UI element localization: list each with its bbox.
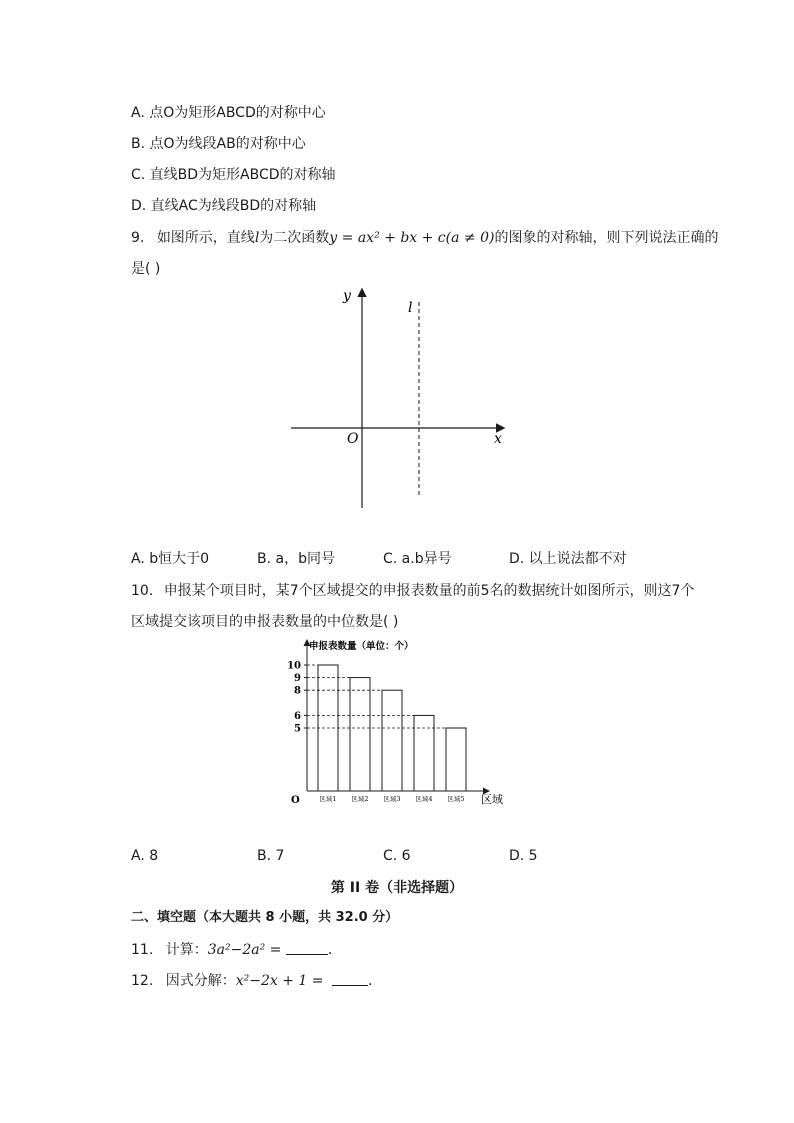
q9-options [131,549,691,569]
q9-formula: y = ax² + bx + c(a ≠ 0) [329,230,495,246]
q12-expr: x²−2x + 1 = [235,973,324,989]
q9-option-c: C. a.b异号 [383,551,452,567]
q10-number: 10. [131,583,154,599]
q10-option-a: A. 8 [131,848,159,864]
q12-line [131,971,372,991]
q9-number: 9. [131,230,145,246]
q9-text-c: 的图象的对称轴，则下列说法正确的 [494,230,719,246]
y-axis-label: y [343,288,351,304]
q9-text-line1 [131,228,718,248]
q11-label: 计算： [165,942,208,958]
bar-3 [382,690,402,791]
bar-5 [446,728,466,791]
q11-line [131,940,332,960]
q10-text-1: 申报某个项目时，某7个区域提交的申报表数量的前5名的数据统计如图所示，则这7个 [163,583,695,599]
q9-text-line2: 是( ) [131,261,161,277]
category-label-1: 区域1 [319,795,337,803]
q8-option-d: D. 直线AC为线段BD的对称轴 [131,198,317,214]
q9-option-d: D. 以上说法都不对 [509,551,627,567]
section2-heading: 二、填空题（本大题共 8 小题，共 32.0 分） [131,910,399,925]
q8-option-a: A. 点O为矩形ABCD的对称中心 [131,105,326,121]
q10-option-c: C. 6 [383,848,411,864]
q9-axis-figure [285,280,515,515]
x-axis-label: x [494,431,502,447]
q11-answer-blank[interactable] [286,940,328,955]
y-tick-label-1: 10 [287,660,301,672]
q10-text-line1 [131,581,694,601]
category-label-5: 区域5 [447,795,465,803]
q9-text-a: 如图所示，直线 [156,230,255,246]
q12-end: . [367,973,373,989]
q9-text-b: 为二次函数 [259,230,330,246]
q10-bar-chart [280,636,510,811]
category-label-4: 区域4 [415,795,433,803]
chart-origin-label: O [291,795,300,806]
section2-title: 第 II 卷（非选择题） [330,880,464,896]
q9-text-l: l [254,230,260,246]
q12-answer-blank[interactable] [332,971,368,986]
category-label-3: 区域3 [383,795,401,803]
q11-end: . [327,942,333,958]
y-tick-label-4: 6 [294,710,301,722]
bar-4 [414,715,434,791]
q10-option-d: D. 5 [509,848,538,864]
q10-option-b: B. 7 [257,848,285,864]
category-label-2: 区域2 [351,795,369,803]
origin-label: O [347,431,359,447]
q10-options [131,846,691,866]
q10-text-line2: 区域提交该项目的申报表数量的中位数是( ) [131,614,399,630]
q8-option-c: C. 直线BD为矩形ABCD的对称轴 [131,167,336,183]
chart-title: 申报表数量（单位：个） [309,641,414,652]
q9-option-b: B. a，b同号 [257,551,335,567]
y-tick-label-2: 9 [294,673,301,685]
q8-option-b: B. 点O为线段AB的对称中心 [131,136,306,152]
q11-number: 11. [131,942,154,958]
q12-label: 因式分解： [165,973,236,989]
chart-xlabel: 区域 [481,793,503,806]
q11-expr: 3a²−2a² = [207,942,282,958]
y-tick-label-3: 8 [294,685,301,697]
y-tick-label-5: 5 [294,723,301,735]
bar-2 [350,678,370,791]
q9-option-a: A. b恒大于0 [131,551,210,567]
line-l-label: l [408,300,413,316]
q12-number: 12. [131,973,154,989]
